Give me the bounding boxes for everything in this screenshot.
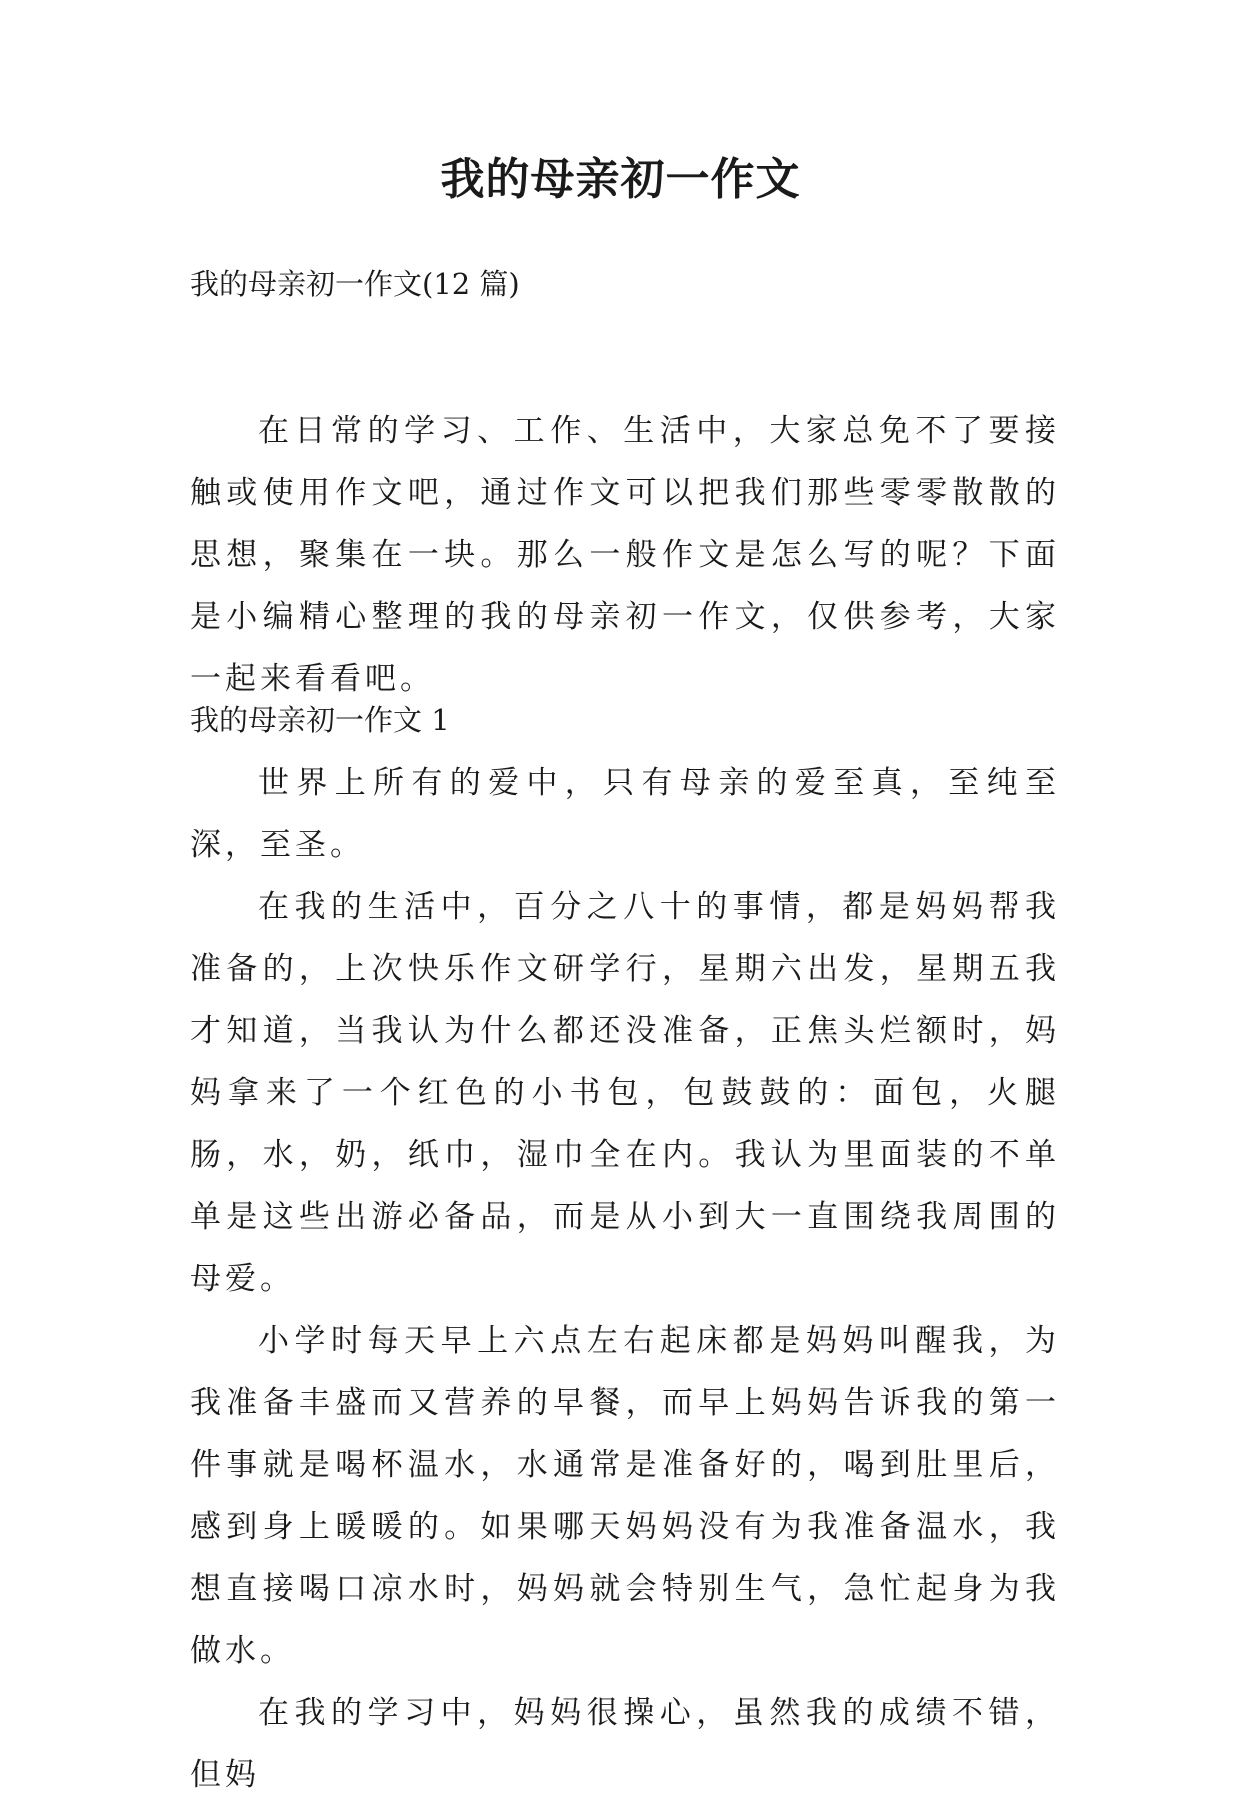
essay-body [190, 752, 1060, 1806]
essay-paragraph: 在我的学习中，妈妈很操心，虽然我的成绩不错，但妈 [190, 1695, 1060, 1793]
intro-paragraph: 在日常的学习、工作、生活中，大家总免不了要接触或使用作文吧，通过作文可以把我们那些零零散散的思想，聚集在一块。那么一般作文是怎么写的呢？下面是小编精心整理的我的母亲初一作文，仅供参考，大家一起来看看吧。 [190, 413, 1060, 697]
document-title: 我的母亲初一作文 [440, 154, 801, 205]
essay-paragraph: 在我的生活中，百分之八十的事情，都是妈妈帮我准备的，上次快乐作文研学行，星期六出发，星期五我才知道，当我认为什么都还没准备，正焦头烂额时，妈妈拿来了一个红色的小书包，包鼓鼓的：面包，火腿肠，水，奶，纸巾，湿巾全在内。我认为里面装的不单单是这些出游必备品，而是从小到大一直围绕我周围的母爱。 [190, 889, 1060, 1297]
essay-paragraph: 世界上所有的爱中，只有母亲的爱至真，至纯至深，至圣。 [190, 765, 1060, 863]
essay-heading: 我的母亲初一作文 1 [190, 703, 450, 737]
essay-paragraph: 小学时每天早上六点左右起床都是妈妈叫醒我，为我准备丰盛而又营养的早餐，而早上妈妈告诉我的第一件事就是喝杯温水，水通常是准备好的，喝到肚里后，感到身上暖暖的。如果哪天妈妈没有为我准备温水，我想直接喝口凉水时，妈妈就会特别生气，急忙起身为我做水。 [190, 1323, 1060, 1669]
document-subtitle: 我的母亲初一作文(12 篇) [190, 267, 520, 301]
